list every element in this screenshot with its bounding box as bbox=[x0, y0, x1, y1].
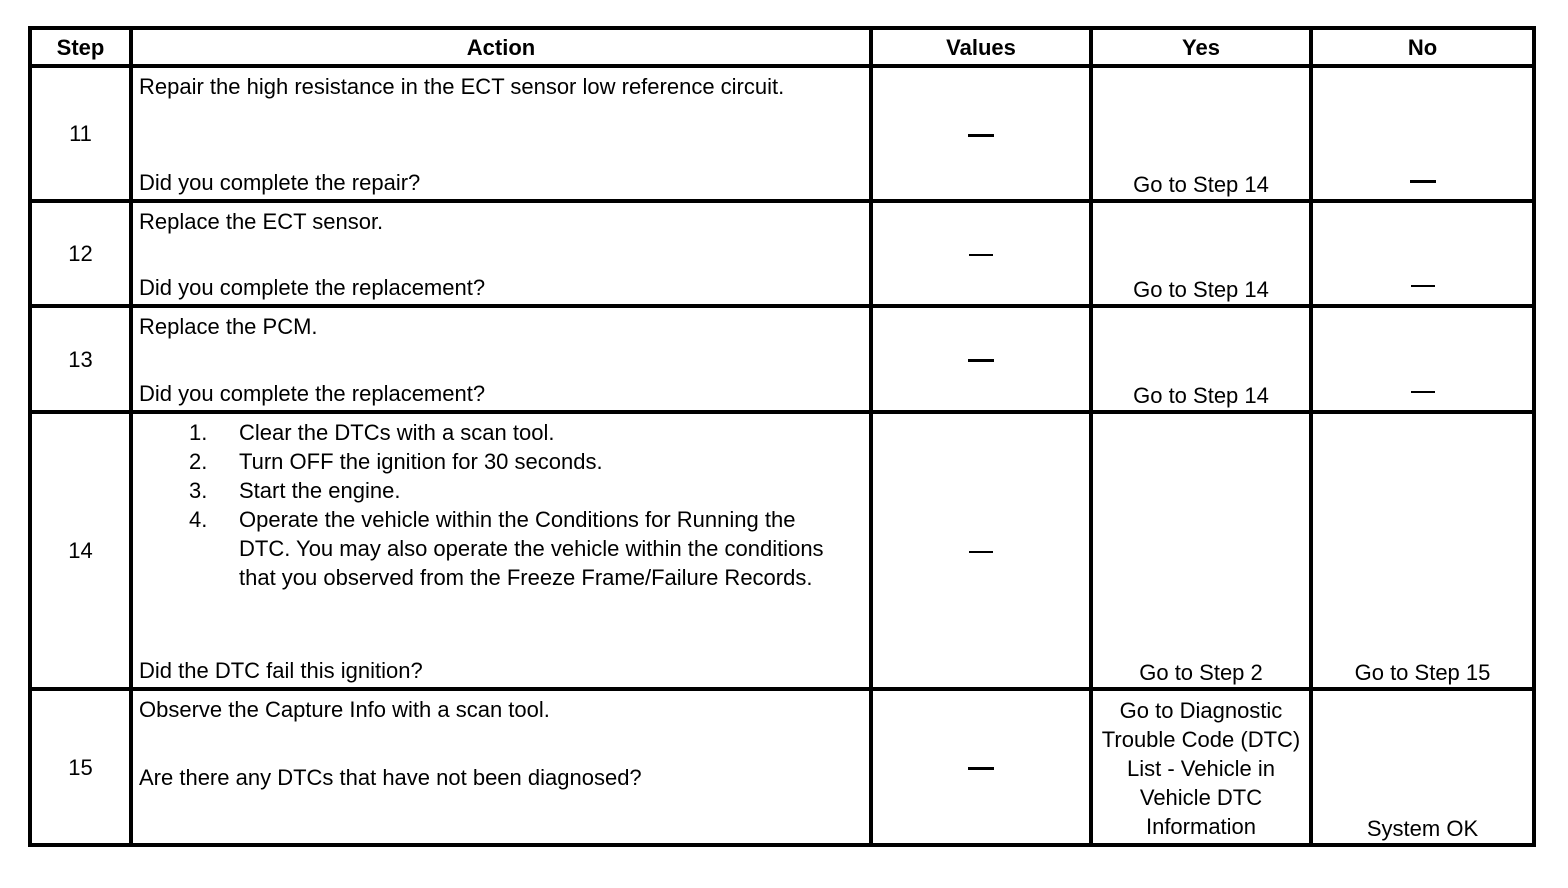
values-cell bbox=[871, 412, 1091, 689]
yes-cell: Go to Step 2 bbox=[1091, 412, 1311, 689]
yes-cell: Go to Step 14 bbox=[1091, 66, 1311, 201]
yes-text: Go to Diagnostic Trouble Code (DTC) List - Vehicle in Vehicle DTC Information bbox=[1101, 698, 1301, 839]
no-cell bbox=[1311, 201, 1534, 306]
action-question: Did you complete the repair? bbox=[139, 170, 421, 195]
list-item-text: Start the engine. bbox=[239, 478, 401, 503]
action-cell bbox=[131, 201, 871, 306]
action-instruction: Observe the Capture Info with a scan tool. bbox=[139, 697, 550, 722]
header-values: Values bbox=[871, 28, 1091, 66]
values-dash bbox=[969, 551, 993, 553]
list-item-number: 4. bbox=[189, 507, 208, 532]
no-cell: Go to Step 15 bbox=[1311, 412, 1534, 689]
action-question: Did the DTC fail this ignition? bbox=[139, 658, 423, 683]
list-item-text: Operate the vehicle within the Conditions for Running the DTC. You may also operate the vehicle within the conditions that you observed from the Freeze Frame/Failure Records. bbox=[239, 507, 824, 590]
action-question: Did you complete the replacement? bbox=[139, 381, 486, 406]
table-row bbox=[30, 689, 1534, 845]
no-cell: System OK bbox=[1311, 689, 1534, 845]
action-instruction: Replace the PCM. bbox=[139, 314, 318, 339]
values-dash bbox=[968, 359, 994, 362]
table-row bbox=[30, 66, 1534, 201]
list-item-text: Clear the DTCs with a scan tool. bbox=[239, 420, 555, 445]
diagnostic-table bbox=[28, 26, 1536, 847]
list-item-number: 1. bbox=[189, 420, 208, 445]
action-instruction: Replace the ECT sensor. bbox=[139, 209, 384, 234]
table-row bbox=[30, 306, 1534, 412]
action-cell bbox=[131, 306, 871, 412]
list-item bbox=[139, 476, 859, 505]
yes-cell: Go to Step 14 bbox=[1091, 306, 1311, 412]
no-dash bbox=[1411, 285, 1435, 287]
list-item-number: 2. bbox=[189, 449, 208, 474]
table-row bbox=[30, 412, 1534, 689]
list-item bbox=[139, 418, 859, 447]
list-item bbox=[139, 505, 859, 592]
list-item-number: 3. bbox=[189, 478, 208, 503]
table-row bbox=[30, 201, 1534, 306]
values-cell bbox=[871, 306, 1091, 412]
step-number: 13 bbox=[30, 306, 131, 412]
step-number: 11 bbox=[30, 66, 131, 201]
step-number: 14 bbox=[30, 412, 131, 689]
list-item bbox=[139, 447, 859, 476]
step-number: 15 bbox=[30, 689, 131, 845]
yes-cell bbox=[1091, 689, 1311, 845]
no-dash bbox=[1410, 180, 1436, 183]
action-cell bbox=[131, 412, 871, 689]
header-no: No bbox=[1311, 28, 1534, 66]
action-cell bbox=[131, 66, 871, 201]
action-steps-list bbox=[139, 418, 859, 592]
values-cell bbox=[871, 201, 1091, 306]
action-cell bbox=[131, 689, 871, 845]
list-item-text: Turn OFF the ignition for 30 seconds. bbox=[239, 449, 603, 474]
action-question: Did you complete the replacement? bbox=[139, 275, 486, 300]
header-yes: Yes bbox=[1091, 28, 1311, 66]
values-dash bbox=[969, 254, 993, 256]
values-cell bbox=[871, 689, 1091, 845]
values-dash bbox=[968, 134, 994, 137]
header-step: Step bbox=[30, 28, 131, 66]
values-cell bbox=[871, 66, 1091, 201]
action-instruction: Repair the high resistance in the ECT sensor low reference circuit. bbox=[139, 74, 785, 99]
yes-cell: Go to Step 14 bbox=[1091, 201, 1311, 306]
step-number: 12 bbox=[30, 201, 131, 306]
no-dash bbox=[1411, 391, 1435, 393]
header-row bbox=[30, 28, 1534, 66]
action-question: Are there any DTCs that have not been diagnosed? bbox=[139, 765, 642, 790]
header-action: Action bbox=[131, 28, 871, 66]
values-dash bbox=[968, 767, 994, 770]
no-cell bbox=[1311, 306, 1534, 412]
no-cell bbox=[1311, 66, 1534, 201]
